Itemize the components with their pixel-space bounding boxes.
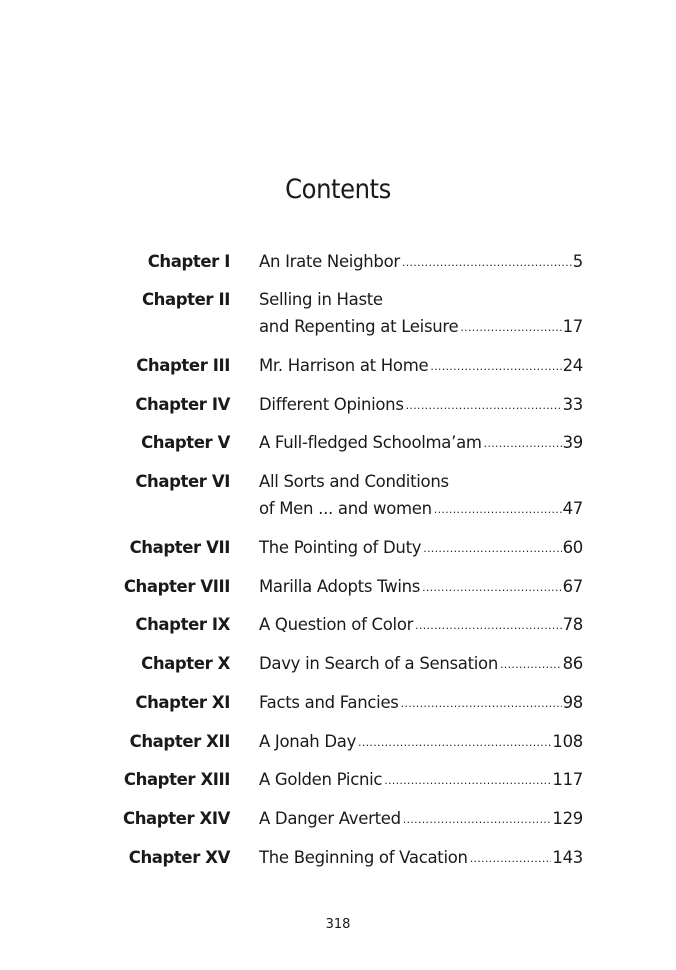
chapter-title-block xyxy=(259,573,583,602)
dot-leader xyxy=(403,806,552,833)
page-number: 86 xyxy=(562,654,583,673)
title-line xyxy=(259,573,583,602)
dot-leader xyxy=(422,574,562,601)
page-number: 108 xyxy=(552,732,583,751)
chapter-title-block xyxy=(259,468,583,524)
chapter-title: The Beginning of Vacation xyxy=(259,848,468,867)
chapter-title: Different Opinions xyxy=(259,395,404,414)
chapter-title-block xyxy=(259,352,583,381)
page-number: 39 xyxy=(562,433,583,452)
chapter-title: A Question of Color xyxy=(259,615,414,634)
dot-leader xyxy=(434,496,562,523)
dot-leader xyxy=(406,392,562,419)
title-line xyxy=(259,611,583,640)
dot-leader xyxy=(415,612,561,639)
title-line xyxy=(259,391,583,420)
chapter-title-block xyxy=(259,766,583,795)
page-number: 33 xyxy=(562,395,583,414)
title-line xyxy=(259,534,583,563)
chapter-label: Chapter I xyxy=(147,252,230,271)
chapter-title-block xyxy=(259,728,583,757)
page-number: 78 xyxy=(562,615,583,634)
dot-leader xyxy=(484,430,562,457)
chapter-title: Marilla Adopts Twins xyxy=(259,577,421,596)
page-number: 143 xyxy=(552,848,583,867)
page-number: 17 xyxy=(562,317,583,336)
chapter-label: Chapter VIII xyxy=(123,577,230,596)
chapter-title-block xyxy=(259,805,583,834)
title-line xyxy=(259,650,583,679)
chapter-title-block xyxy=(259,286,583,342)
chapter-title: Facts and Fancies xyxy=(259,693,399,712)
title-line xyxy=(259,805,583,834)
chapter-label: Chapter V xyxy=(141,433,230,452)
title-first-line xyxy=(259,468,583,495)
page-number: 24 xyxy=(562,356,583,375)
chapter-title: A Golden Picnic xyxy=(259,770,383,789)
chapter-title: A Danger Averted xyxy=(259,809,401,828)
page-number: 67 xyxy=(562,577,583,596)
chapter-label: Chapter XIII xyxy=(123,770,230,789)
title-line xyxy=(259,429,583,458)
chapter-title-block xyxy=(259,248,583,277)
folio-page-number: 318 xyxy=(325,917,351,932)
chapter-label: Chapter III xyxy=(136,356,230,375)
chapter-title-block xyxy=(259,611,583,640)
dot-leader xyxy=(470,845,552,872)
chapter-label: Chapter XII xyxy=(129,732,230,751)
chapter-title: A Jonah Day xyxy=(259,732,357,751)
dot-leader xyxy=(460,314,561,341)
page-number: 129 xyxy=(552,809,583,828)
title-line xyxy=(259,495,583,524)
chapter-label: Chapter X xyxy=(141,654,230,673)
title-line xyxy=(259,689,583,718)
title-line xyxy=(259,352,583,381)
page-number: 5 xyxy=(572,252,583,271)
dot-leader xyxy=(358,729,551,756)
page-number: 117 xyxy=(552,770,583,789)
title-line xyxy=(259,728,583,757)
dot-leader xyxy=(402,249,572,276)
chapter-title-part: All Sorts and Conditions xyxy=(259,472,449,491)
title-first-line xyxy=(259,286,583,313)
title-line xyxy=(259,766,583,795)
dot-leader xyxy=(423,535,561,562)
chapter-label: Chapter VI xyxy=(135,472,230,491)
chapter-title-block xyxy=(259,844,583,873)
dot-leader xyxy=(401,690,562,717)
chapter-title: An Irate Neighbor xyxy=(259,252,400,271)
page-number: 98 xyxy=(562,693,583,712)
chapter-title: A Full-fledged Schoolma’am xyxy=(259,433,482,452)
page-number: 60 xyxy=(562,538,583,557)
chapter-title-block xyxy=(259,391,583,420)
chapter-title-block xyxy=(259,429,583,458)
contents-heading: Contents xyxy=(285,174,391,205)
chapter-label: Chapter XI xyxy=(135,693,230,712)
chapter-title-block xyxy=(259,689,583,718)
title-line xyxy=(259,313,583,342)
dot-leader xyxy=(500,651,562,678)
chapter-title-block xyxy=(259,650,583,679)
chapter-title: The Pointing of Duty xyxy=(259,538,422,557)
chapter-label: Chapter XIV xyxy=(123,809,230,828)
title-line xyxy=(259,248,583,277)
chapter-title: and Repenting at Leisure xyxy=(259,317,459,336)
chapter-label: Chapter IV xyxy=(135,395,230,414)
chapter-label: Chapter XV xyxy=(128,848,230,867)
chapter-title-block xyxy=(259,534,583,563)
chapter-title: Mr. Harrison at Home xyxy=(259,356,429,375)
chapter-title-part: Selling in Haste xyxy=(259,290,383,309)
dot-leader xyxy=(430,353,561,380)
chapter-title: of Men ... and women xyxy=(259,499,432,518)
chapter-label: Chapter IX xyxy=(135,615,230,634)
chapter-title: Davy in Search of a Sensation xyxy=(259,654,499,673)
dot-leader xyxy=(384,767,551,794)
title-line xyxy=(259,844,583,873)
page-number: 47 xyxy=(562,499,583,518)
chapter-label: Chapter II xyxy=(141,290,230,309)
chapter-label: Chapter VII xyxy=(129,538,230,557)
